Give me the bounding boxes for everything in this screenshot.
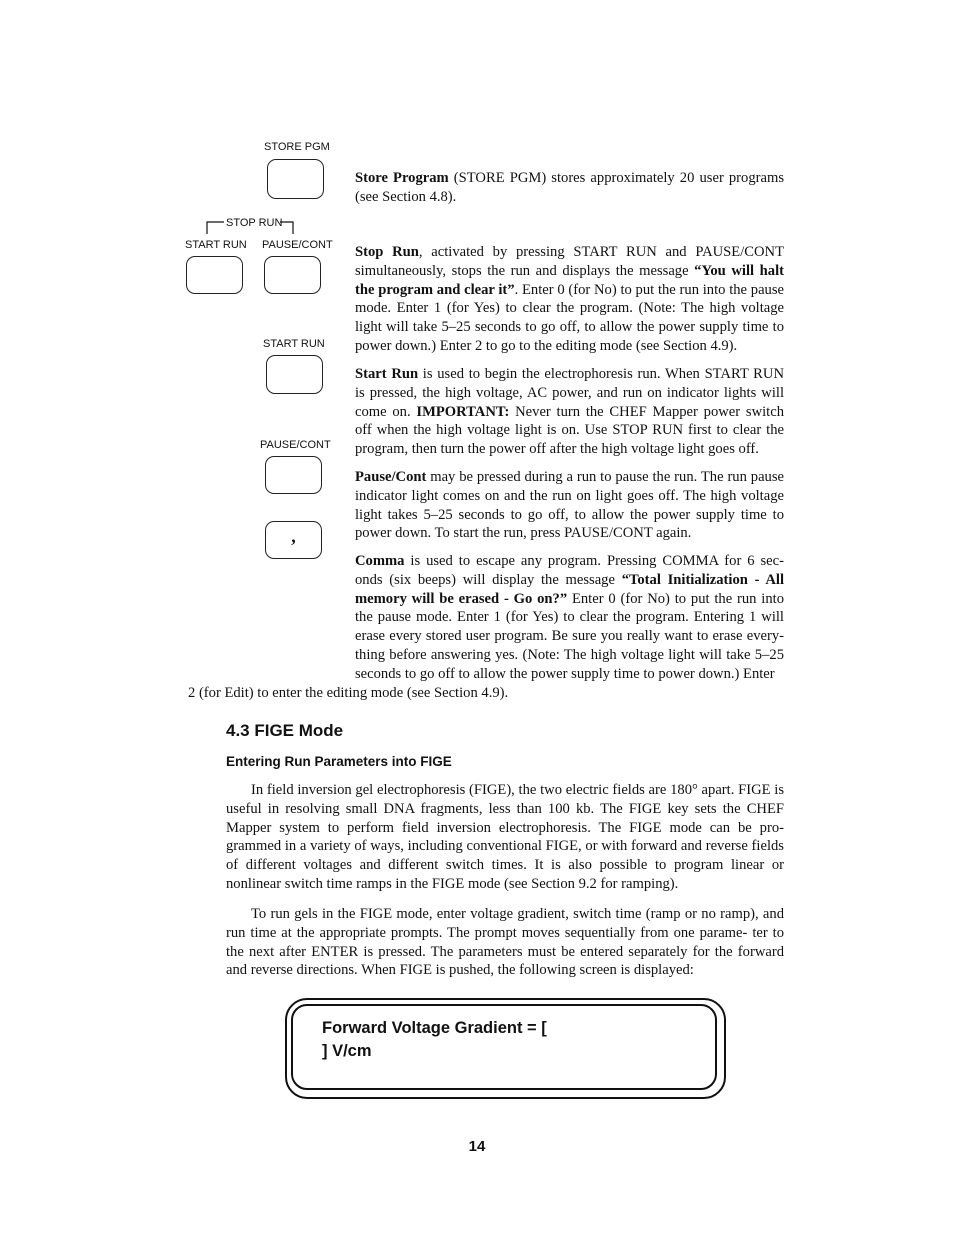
start-run-text1: is used to begin the electrophoresis run. When START RUN is pressed, the high voltage, AC power, and run on indicator lights will come on. [355,366,784,420]
comma-message: “Total Initialization - All memory will be erased - Go on?” [355,571,785,607]
fige-paragraph-1: In field inversion gel electrophoresis (FIGE), the two electric fields are 180° apart. FIGE is useful in resolving small DNA fragments, less than 100 kb. The FIGE key sets the CHEF Mapper system to perform field inversion electrophoresis. The FIGE mode can be pro- grammed in a variety of ways, including conventional FIGE, or with forward and reverse fields of different voltages and different switch times. It is also possible to program linear or nonlinear switch time ramps in the FIGE mode (see Section 9.2 for ramping). [226,782,784,892]
important-label: IMPORTANT: [416,403,510,420]
stop-run-text2: . Enter 0 (for No) to put the run into the pause mode. Enter 1 (for Yes) to clear the program. (Note: The high voltage light will take 5–25 seconds to go off, to allow the power supply time to power down.) Enter 2 to go to the editing mode (see Section 4.9). [355,281,784,354]
comma-glyph: , [291,526,296,546]
start-run-text2: Never turn the CHEF Mapper power switch off when the high voltage light is on. Use STOP RUN first to clear the program, then turn the power off after the high voltage light goes off. [355,403,784,458]
store-program-term: Store Program [355,170,449,186]
stop-run-term: Stop Run [355,244,419,260]
start-run-paragraph [355,365,784,459]
section-title: 4.3 FIGE Mode [226,721,344,740]
stop-run-message: “You will halt the program and clear it” [355,262,784,298]
display-line-2: ] V/cm [322,1042,372,1060]
pause-cont-text: may be pressed during a run to pause the run. The run pause indicator light comes on and the run on light goes off. The high voltage light takes 5–25 seconds to go off, to allow the power supply time to power down. To start the run, press PAUSE/CONT again. [355,469,784,542]
comma-paragraph [355,552,784,684]
stop-run-paragraph [355,243,784,356]
start-run-pair-key[interactable] [186,256,243,294]
pause-cont-term: Pause/Cont [355,469,427,485]
stop-run-label: STOP RUN [226,217,283,229]
start-run-pair-label: START RUN [185,239,247,251]
store-program-text: (STORE PGM) stores approximately 20 user programs (see Section 4.8). [355,170,785,205]
comma-term: Comma [355,553,405,569]
page-number: 14 [468,1138,486,1155]
pause-cont-paragraph [355,468,784,543]
comma-text1: is used to escape any program. Pressing COMMA for 6 sec- onds (six beeps) will display the message [355,553,784,588]
stop-run-text1: , activated by pressing START RUN and PAUSE/CONT simultaneously, stops the run and displays the message [355,244,784,279]
comma-paragraph-tail: 2 (for Edit) to enter the editing mode (see Section 4.9). [188,685,509,701]
comma-key[interactable] [265,521,322,559]
display-text [322,1017,547,1063]
pause-cont-label: PAUSE/CONT [260,439,331,451]
pause-cont-key[interactable] [265,456,322,494]
fige-paragraph-2: To run gels in the FIGE mode, enter voltage gradient, switch time (ramp or no ramp), and run time at the appropriate prompts. The prompt moves sequentially from one parame- ter to the next after ENTER is pressed. The parameters must be entered separately for the forward and reverse directions. When FIGE is pushed, the following screen is displayed: [226,906,784,979]
start-run-term: Start Run [355,366,419,382]
start-run-label: START RUN [263,338,325,350]
start-run-key[interactable] [266,355,323,394]
section-subtitle: Entering Run Parameters into FIGE [226,754,452,769]
comma-text2: Enter 0 (for No) to put the run into the pause mode. Enter 1 (for Yes) to clear the program. Entering 1 will erase every stored user program. Be sure you really want to erase every- thing before answering yes. (Note: The high voltage light will take 5–25 seconds to go off to allow the power supply time to power down.) Enter [355,590,784,682]
store-pgm-key[interactable] [267,159,324,199]
store-program-paragraph [355,169,784,207]
display-line-1: Forward Voltage Gradient = [ [322,1019,547,1037]
store-pgm-label: STORE PGM [264,141,330,153]
pause-cont-pair-key[interactable] [264,256,321,294]
pause-cont-pair-label: PAUSE/CONT [262,239,333,251]
